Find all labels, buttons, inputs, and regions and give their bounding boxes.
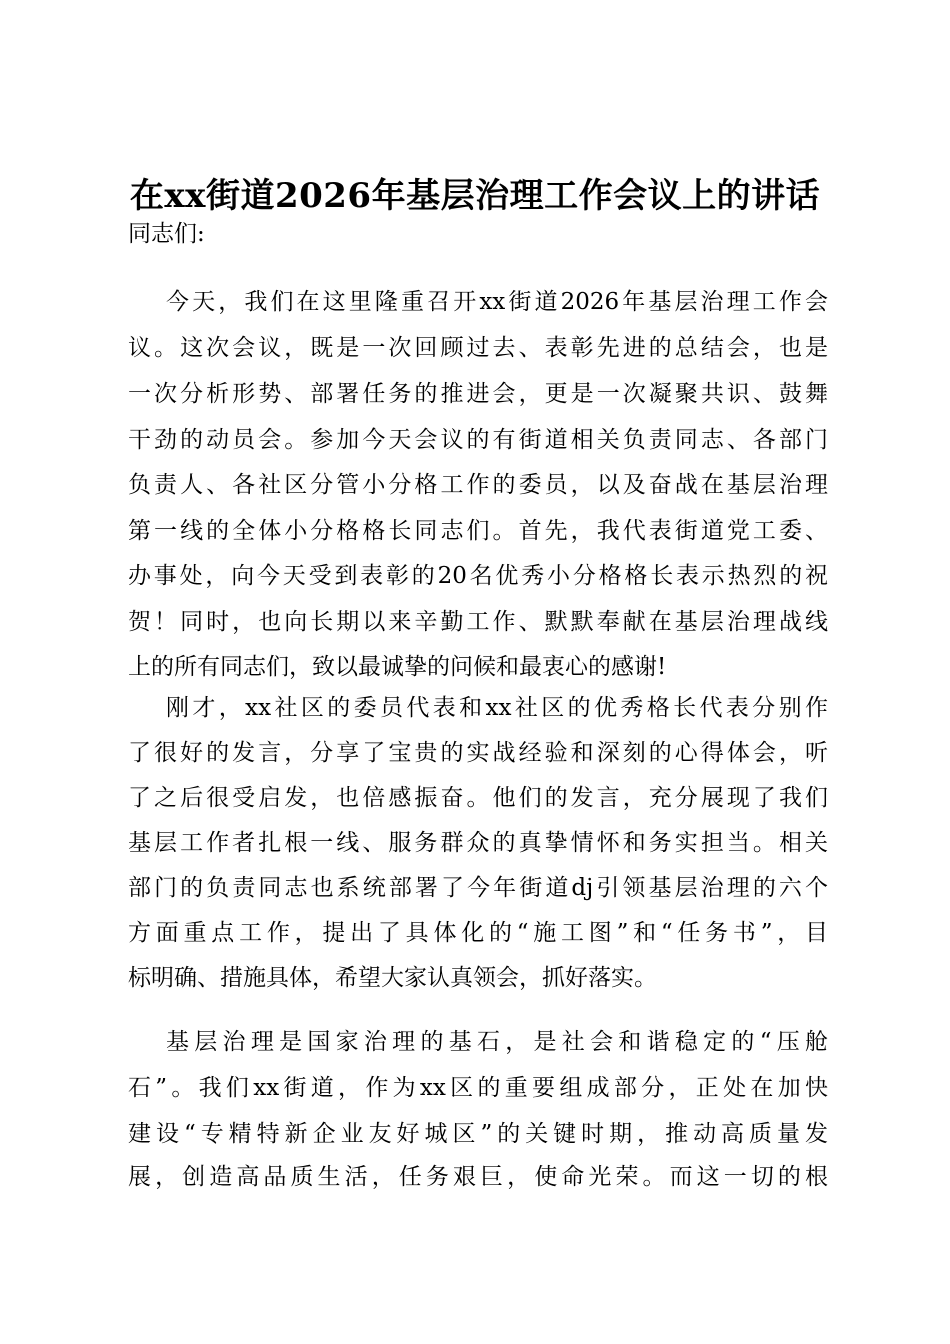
paragraph-2-line-7: 标明确、措施具体，希望大家认真领会，抓好落实。 [128,965,657,991]
paragraph-1-line-6: 第一线的全体小分格格长同志们。首先，我代表街道党工委、 [128,518,828,544]
paragraph-1-line-5: 负责人、各社区分管小分格工作的委员，以及奋战在基层治理 [128,472,828,498]
paragraph-2-line-1: 刚才，xx社区的委员代表和xx社区的优秀格长代表分别作 [166,695,828,721]
paragraph-3-line-2: 石”。我们xx街道，作为xx区的重要组成部分，正处在加快 [128,1075,828,1101]
paragraph-1-line-2: 议。这次会议，既是一次回顾过去、表彰先进的总结会，也是 [128,335,828,361]
paragraph-1-line-4: 干劲的动员会。参加今天会议的有街道相关负责同志、各部门 [128,427,828,453]
paragraph-2-line-2: 了很好的发言，分享了宝贵的实战经验和深刻的心得体会，听 [128,740,828,766]
document-title: 在xx街道2026年基层治理工作会议上的讲话 [129,176,821,216]
paragraph-2-line-6: 方面重点工作，提出了具体化的“施工图”和“任务书”，目 [128,920,828,946]
paragraph-2-line-3: 了之后很受启发，也倍感振奋。他们的发言，充分展现了我们 [128,785,828,811]
paragraph-3-line-1: 基层治理是国家治理的基石，是社会和谐稳定的“压舱 [166,1029,828,1055]
salutation: 同志们: [128,221,205,247]
paragraph-2-line-5: 部门的负责同志也系统部署了今年街道dj引领基层治理的六个 [128,875,828,901]
paragraph-1-line-7: 办事处，向今天受到表彰的20名优秀小分格格长表示热烈的祝 [128,563,828,589]
paragraph-1-line-1: 今天，我们在这里隆重召开xx街道2026年基层治理工作会 [166,289,828,315]
paragraph-1-line-3: 一次分析形势、部署任务的推进会，更是一次凝聚共识、鼓舞 [128,381,828,407]
paragraph-3-line-3: 建设“专精特新企业友好城区”的关键时期，推动高质量发 [128,1121,828,1147]
paragraph-2-line-4: 基层工作者扎根一线、服务群众的真挚情怀和务实担当。相关 [128,830,828,856]
paragraph-3-line-4: 展，创造高品质生活，任务艰巨，使命光荣。而这一切的根 [128,1164,828,1190]
paragraph-1-line-8: 贺！同时，也向长期以来辛勤工作、默默奉献在基层治理战线 [128,609,828,635]
paragraph-1-line-9: 上的所有同志们，致以最诚挚的问候和最衷心的感谢! [128,654,667,680]
